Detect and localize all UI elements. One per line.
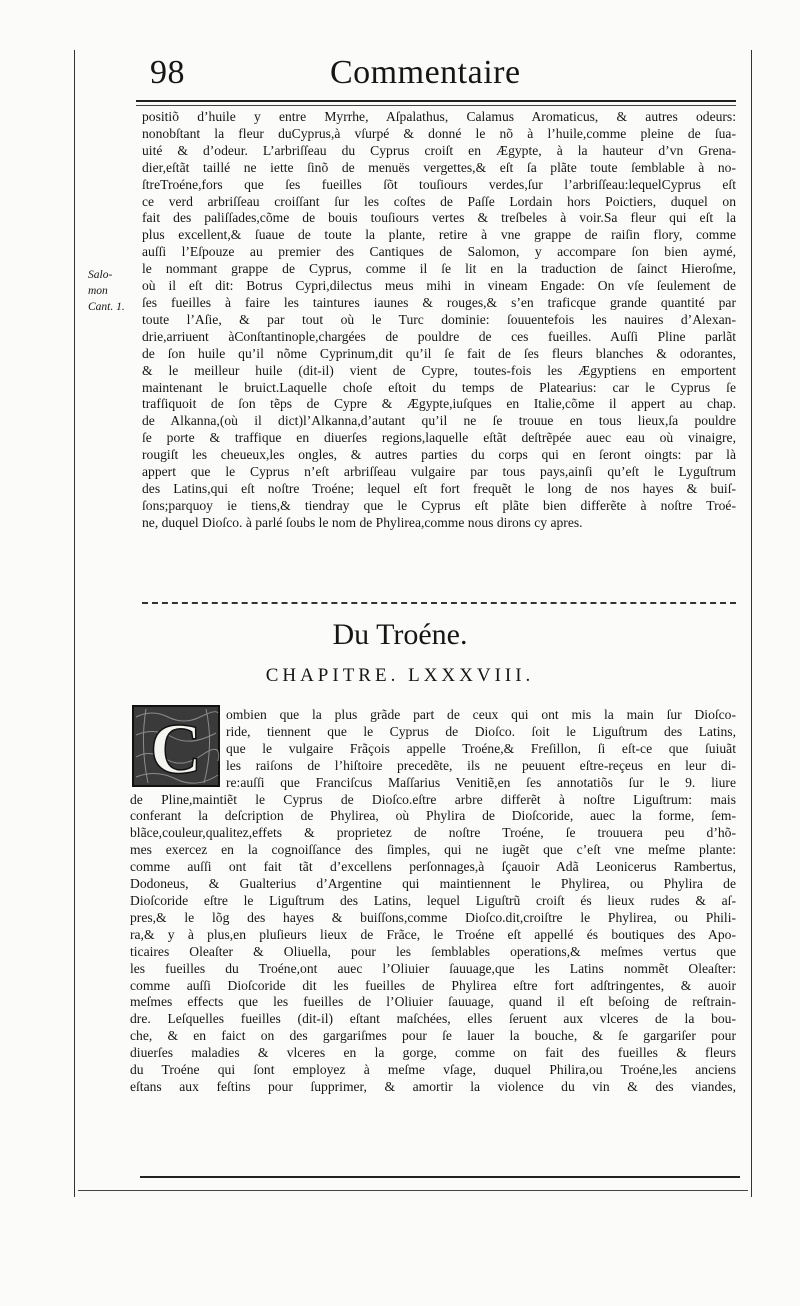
section-divider [142, 602, 736, 604]
margin-note-line: Cant. 1. [88, 301, 125, 313]
text-line: du Troéne qui ſont employez à meſme vſage, duquel Philira,ou Troéne,les anciens [130, 1062, 736, 1078]
chapter-heading: CHAPITRE. LXXXVIII. [265, 665, 535, 686]
text-line: ticaires Oleaſter & Oliuella, pour les ſemblables operations,& meſmes vertus que [130, 943, 736, 959]
text-line: re:auſſi que Franciſcus Maſſarius Venitiẽ,en ſes annotatiõs ſur le 9. liure [226, 774, 736, 790]
text-line: drie,arriuent àConſtantinople,chargées de pouldre de ces fueilles. Auſſi Pline parlãt [142, 328, 736, 344]
text-line: ſes fueilles à faire les taintures iaunes & rouges,& s’en traficque grande quantité par [142, 294, 736, 310]
text-line: conferant la deſcription de Phylirea, où Phylira de Dioſcoride, auec la forme, ſem- [130, 808, 736, 824]
text-line: où il eſt dit: Botrus Cypri,dilectus meus mihi in vineam Engade: On vſe ſeulement de [142, 278, 736, 294]
text-line: rougiſt les cheueux,les ongles, & autres parties du corps qui en ſeront oingts: par là [142, 447, 736, 463]
text-line: fait des paliſſades,cõme de bouis touſiours vertes & treſbeles à voir.Sa fleur qui eſt la [142, 210, 736, 226]
continuation-paragraph [142, 109, 736, 532]
text-line: de Pline,maintiẽt le Cyprus de Dioſco.eſtre arbre differẽt à noſtre Liguſtrum: mais [130, 791, 736, 807]
text-line: le nommant grappe de Cyprus, comme il ſe lit en la traduction de ſainct Hieroſme, [142, 261, 736, 277]
text-line: les fueilles du Troéne,ont auec l’Oliuier ſauuage,que les Latins nommẽt Oleaſter: [130, 960, 736, 976]
text-line: de Alkanna,(où il dict)l’Alkanna,d’autant qu’il ne ſe trouue en tous lieux,ſa pouldre [142, 413, 736, 429]
text-line: maintenant le bruict.Laquelle choſe eſtoit du temps de Platearius: car le Cyprus ſe [142, 379, 736, 395]
text-line: les raiſons de l’hiſtoire precedẽte, ils ne peuuent eſtre-reçeus en leur di- [226, 757, 736, 773]
text-line: ne, duquel Dioſco. à parlé ſoubs le nom de Phylirea,comme nous dirons cy apres. [142, 514, 583, 530]
text-line: & le meilleur huile (dit-il) vient de Cypre, toutes-fois les Ægyptiens en emportent [142, 362, 736, 378]
bottom-rule-outer [78, 1190, 748, 1191]
chapter-paragraph [130, 707, 736, 1096]
text-line: ra,& y à plus,en pluſieurs lieux de Frãce, le Troéne eſt appellé és boutiques des Apo- [130, 926, 736, 942]
text-line: comme auſſi ont fait tãt d’excellens perſonnages,à ſçauoir Adã Leonicerus Rambertus, [130, 859, 736, 875]
drop-cap-letter: C [150, 709, 202, 787]
running-title: Commentaire [330, 54, 521, 91]
text-line: Dodoneus, & Gualterius d’Argentine qui maintiennent le Phylirea, ou Phylira de [130, 876, 736, 892]
header-rule [136, 100, 736, 102]
text-line: dier,eſtãt taillé ne iette ſinõ de menuës vergettes,& eſt ſa plãte toute ſemblable à no- [142, 159, 736, 175]
text-line: che, & en faict on des gargariſmes pour ſe lauer la bouche, & ſe gargariſer pour [130, 1028, 736, 1044]
text-line: trafſiquoit de ſon tẽps de Cypre & Ægypte,iuſques en Italie,cõme il appert au chap. [142, 396, 736, 412]
text-line: meſmes effects que les fueilles de l’Oliuier ſauuage, quand il eſt beſoing de reſtrain- [130, 994, 736, 1010]
margin-note-line: mon [88, 285, 108, 297]
text-line: toute l’Aſie, & par tout où le Turc dominie: ſouuentefois les nauires d’Alexan- [142, 311, 736, 327]
text-line: que le vulgaire Frãçois appelle Troéne,& Freſillon, ſi eſt-ce que ſuiuãt [226, 740, 736, 756]
text-line: eſtans aux feſtins pour ſupprimer, & amortir la violence du vin & des viandes, [130, 1078, 736, 1094]
text-line: comme auſſi Dioſcoride dit les fueilles de Phylirea eſtre fort adſtringentes, & auoir [130, 977, 736, 993]
page-number: 98 [150, 54, 185, 91]
text-line: blãce,couleur,qualitez,effets & proprietez de noſtre Troéne, ſe trouuera peu d’hõ- [130, 825, 736, 841]
text-line: des Latins,qui eſt noſtre Troéne; lequel eſt fort frequẽt le long de nos hayes & buiſ- [142, 480, 736, 496]
section-title: Du Troéne. [332, 618, 468, 651]
header-rule-thin [136, 105, 736, 106]
text-line: ce verd arbriſſeau croiſſant ſur les coſtes de Paſſe Lordain hors Poictiers, duquel on [142, 193, 736, 209]
text-line: ſe porte & traffique en diuerſes regions,laquelle eſtãt deſtrẽpée auec eau où vinaigre, [142, 430, 736, 446]
text-line: ſtreTroéne,fors que ſes fueilles ſõt touſiours verdes,ſur l’arbriſſeau:lequelCyprus eſt [142, 176, 736, 192]
text-line: de ſon huile qu’il nõme Cyprinum,dit qu’il ſe fait de ſes fleurs blanches & odorantes, [142, 345, 736, 361]
text-line: plus excellent,& ſuaue de toute la plante, retire à vne grappe de raiſin flory, comme [142, 227, 736, 243]
text-line: positiõ d’huile y entre Myrrhe, Aſpalathus, Calamus Aromaticus, & autres odeurs: [142, 109, 736, 124]
margin-note [88, 267, 134, 315]
text-line: uité & d’odeur. L’arbriſſeau du Cyprus croiſt en Ægypte, à la hauteur d’vn Grena- [142, 142, 736, 158]
text-line: nonobſtant la fleur duCyprus,à vſurpé & donné le nõ à l’huile,comme pleine de ſua- [142, 125, 736, 141]
text-line: dre. Leſquelles fueilles (dit-il) eſtant maſchées, elles ſeruent aux vlceres de la bou- [130, 1011, 736, 1027]
text-line: diuerſes maladies & vlceres en la gorge, comme on fait des fueilles & fleurs [130, 1045, 736, 1061]
text-line: pres,& le lõg des hayes & buiſſons,comme Dioſco.dit,croiſtre le Phylirea, ou Phili- [130, 909, 736, 925]
text-line: ombien que la plus grãde part de ceux qui ont mis la main ſur Dioſco- [226, 707, 736, 722]
bottom-rule [140, 1176, 740, 1178]
text-line: Dioſcoride eſtre le Liguſtrum des Latins, lequel Liguſtrũ croiſt és lieux rudes & aſ- [130, 892, 736, 908]
text-line: auſſi l’Eſpouze au premier des Cantiques de Salomon, y accompare ſon bien aymé, [142, 244, 736, 260]
text-line: ride, tiennent que le Cyprus de Dioſco. ſoit le Liguſtrum des Latins, [226, 723, 736, 739]
margin-note-line: Salo- [88, 269, 113, 281]
text-line: ſons;parquoy ie tiens,& tiendray que le Cyprus eſt plãte bien differẽte à noſtre Troé- [142, 497, 736, 513]
text-line: appert que le Cyprus n’eſt arbriſſeau vulgaire par tous pays,ainſi qu’eſt le Lyguſtrum [142, 464, 736, 480]
text-line: mes exercez en la cognoiſſance des ſimples, qui ne iugẽt que c’eſt vne meſme plante: [130, 842, 736, 858]
